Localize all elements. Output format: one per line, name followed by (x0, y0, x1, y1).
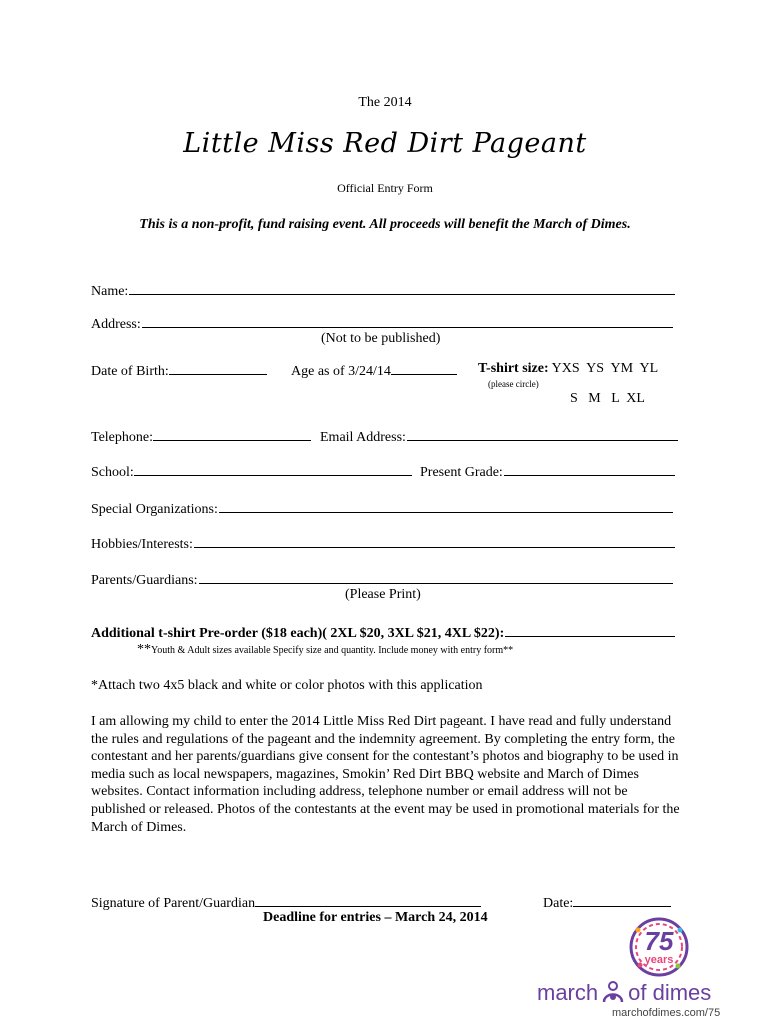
consent-text: I am allowing my child to enter the 2014 Little Miss Red Dirt pageant. I have read and fully understand the rules and regulations of the pageant and the indemnity agreement. By completing the entry form, the contestant and her parents/guardians give consent for the contestant’s photos and biography to be used in media such as local newspapers, magazines, Smokin’ Red Dirt BBQ website and March of Dimes websites. Contact information including address, telephone number or email address will not be published or released. Photos of the contestants at the event may be used in promotional materials for the March of Dimes. (91, 714, 680, 835)
preorder-field[interactable] (505, 623, 675, 637)
email-group (320, 427, 678, 446)
badge-word: years (644, 954, 674, 966)
attach-note: *Attach two 4x5 black and white or color photos with this application (91, 678, 483, 693)
orgs-label: Special Organizations: (91, 502, 218, 517)
age-field[interactable] (391, 361, 457, 375)
tshirt-group (478, 361, 658, 377)
age-label: Age as of 3/24/14 (291, 364, 391, 379)
form-subtitle: Official Entry Form (337, 181, 433, 195)
tshirt-note: (please circle) (488, 379, 539, 389)
consent-paragraph (91, 713, 681, 836)
parents-note: (Please Print) (345, 587, 421, 602)
march-of-dimes-logo (537, 980, 711, 1006)
date-group (543, 893, 671, 912)
name-field[interactable] (129, 281, 675, 295)
dob-group (91, 361, 267, 380)
brand-right: of dimes (628, 980, 712, 1005)
date-label: Date: (543, 896, 574, 911)
parents-label: Parents/Guardians: (91, 573, 198, 588)
hobbies-row (91, 534, 675, 553)
dob-label: Date of Birth: (91, 364, 169, 379)
address-field[interactable] (142, 314, 673, 328)
hobbies-label: Hobbies/Interests: (91, 537, 193, 552)
deadline: Deadline for entries – March 24, 2014 (263, 910, 488, 925)
mother-baby-icon (598, 980, 628, 1002)
tagline: This is a non-profit, fund raising event. All proceeds will benefit the March of Dimes. (139, 217, 631, 232)
telephone-field[interactable] (153, 427, 311, 441)
email-label: Email Address: (320, 430, 406, 445)
grade-label: Present Grade: (420, 465, 503, 480)
logo-url[interactable]: marchofdimes.com/75 (612, 1007, 721, 1019)
age-group (291, 361, 457, 380)
name-row (91, 281, 675, 300)
anniversary-badge (628, 916, 690, 978)
tshirt-label: T-shirt size: (478, 361, 549, 376)
badge-number: 75 (644, 926, 674, 956)
preorder-row (91, 623, 675, 642)
telephone-group (91, 427, 311, 446)
grade-group (420, 462, 675, 481)
orgs-row (91, 499, 673, 518)
telephone-label: Telephone: (91, 430, 153, 445)
school-group (91, 462, 412, 481)
orgs-field[interactable] (219, 499, 673, 513)
address-label: Address: (91, 317, 141, 332)
tshirt-adult-sizes[interactable]: S M L XL (570, 391, 645, 406)
tshirt-youth-sizes[interactable]: YXS YS YM YL (551, 361, 659, 376)
hobbies-field[interactable] (194, 534, 675, 548)
page-title: Little Miss Red Dirt Pageant (183, 128, 587, 159)
date-field[interactable] (573, 893, 671, 907)
email-field[interactable] (407, 427, 678, 441)
grade-field[interactable] (504, 462, 675, 476)
school-label: School: (91, 465, 134, 480)
school-field[interactable] (134, 462, 412, 476)
brand-left: march (537, 980, 599, 1005)
preorder-note-line (137, 642, 513, 658)
signature-label: Signature of Parent/Guardian (91, 896, 256, 911)
parents-field[interactable] (199, 570, 673, 584)
preorder-note-stars: ** (137, 642, 151, 657)
address-note: (Not to be published) (321, 331, 441, 346)
year-line: The 2014 (358, 95, 412, 110)
name-label: Name: (91, 284, 129, 299)
preorder-note: Youth & Adult sizes available Specify size and quantity. Include money with entry form** (151, 645, 514, 656)
signature-field[interactable] (255, 893, 481, 907)
dob-field[interactable] (169, 361, 267, 375)
preorder-label: Additional t-shirt Pre-order ($18 each)( 2XL $20, 3XL $21, 4XL $22): (91, 626, 505, 641)
